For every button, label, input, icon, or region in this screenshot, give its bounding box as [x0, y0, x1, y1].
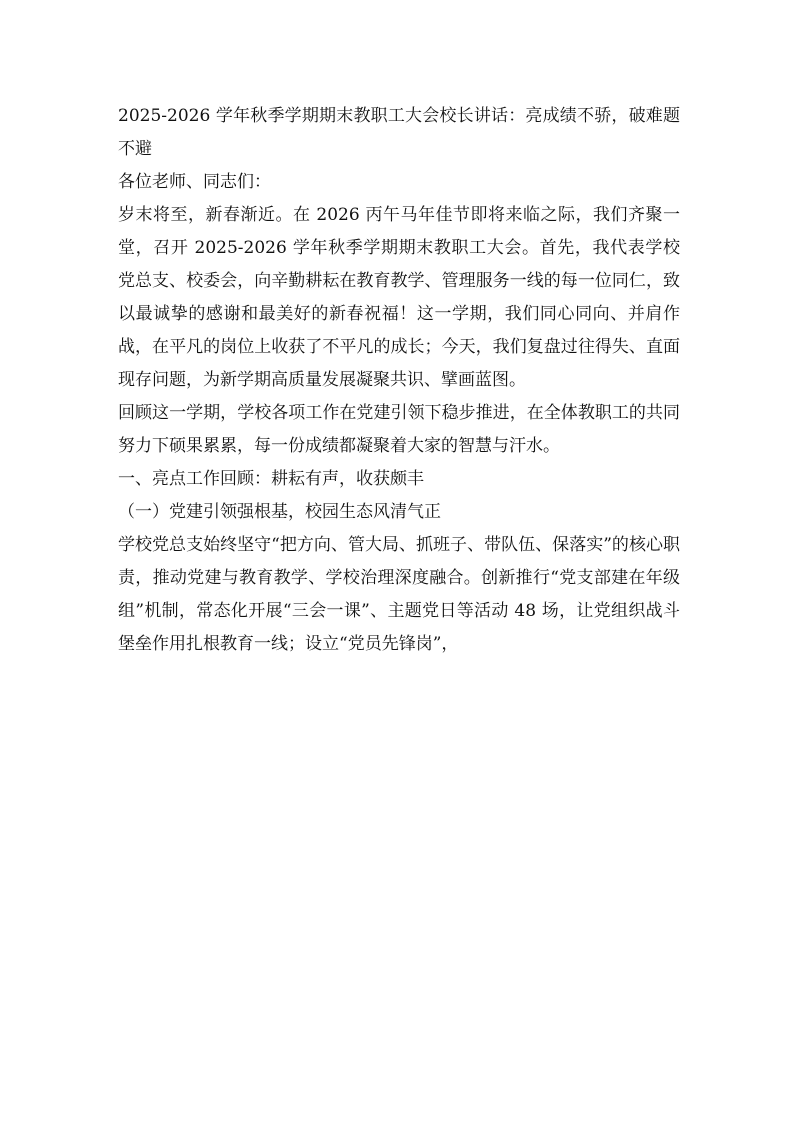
- document-title: 2025-2026 学年秋季学期期末教职工大会校长讲话：亮成绩不骄，破难题不避: [118, 106, 680, 159]
- sub-heading: （一）党建引领强根基，校园生态风清气正: [118, 502, 441, 522]
- opening-paragraph: 岁末将至，新春渐近。在 2026 丙午马年佳节即将来临之际，我们齐聚一堂，召开 2025-2026 学年秋季学期期末教职工大会。首先，我代表学校党总支、校委会，向辛勤耕耘在教育教学、管理服务一线的每一位同仁，致以最诚挚的感谢和最美好的新春祝福！这一学期，我们同心同向、并肩作战，在平凡的岗位上收获了不平凡的成长；今天，我们复盘过往得失、直面现存问题，为新学期高质量发展凝聚共识、擘画蓝图。: [118, 205, 680, 390]
- salutation: 各位老师、同志们：: [118, 172, 271, 192]
- section-heading: 一、亮点工作回顾：耕耘有声，收获颇丰: [118, 469, 424, 489]
- document-body: [118, 100, 680, 661]
- section-body-paragraph: 学校党总支始终坚守“把方向、管大局、抓班子、带队伍、保落实”的核心职责，推动党建与教育教学、学校治理深度融合。创新推行“党支部建在年级组”机制，常态化开展“三会一课”、主题党日等活动 48 场，让党组织战斗堡垒作用扎根教育一线；设立“党员先锋岗”，: [118, 535, 680, 654]
- review-paragraph: 回顾这一学期，学校各项工作在党建引领下稳步推进，在全体教职工的共同努力下硕果累累，每一份成绩都凝聚着大家的智慧与汗水。: [118, 403, 680, 456]
